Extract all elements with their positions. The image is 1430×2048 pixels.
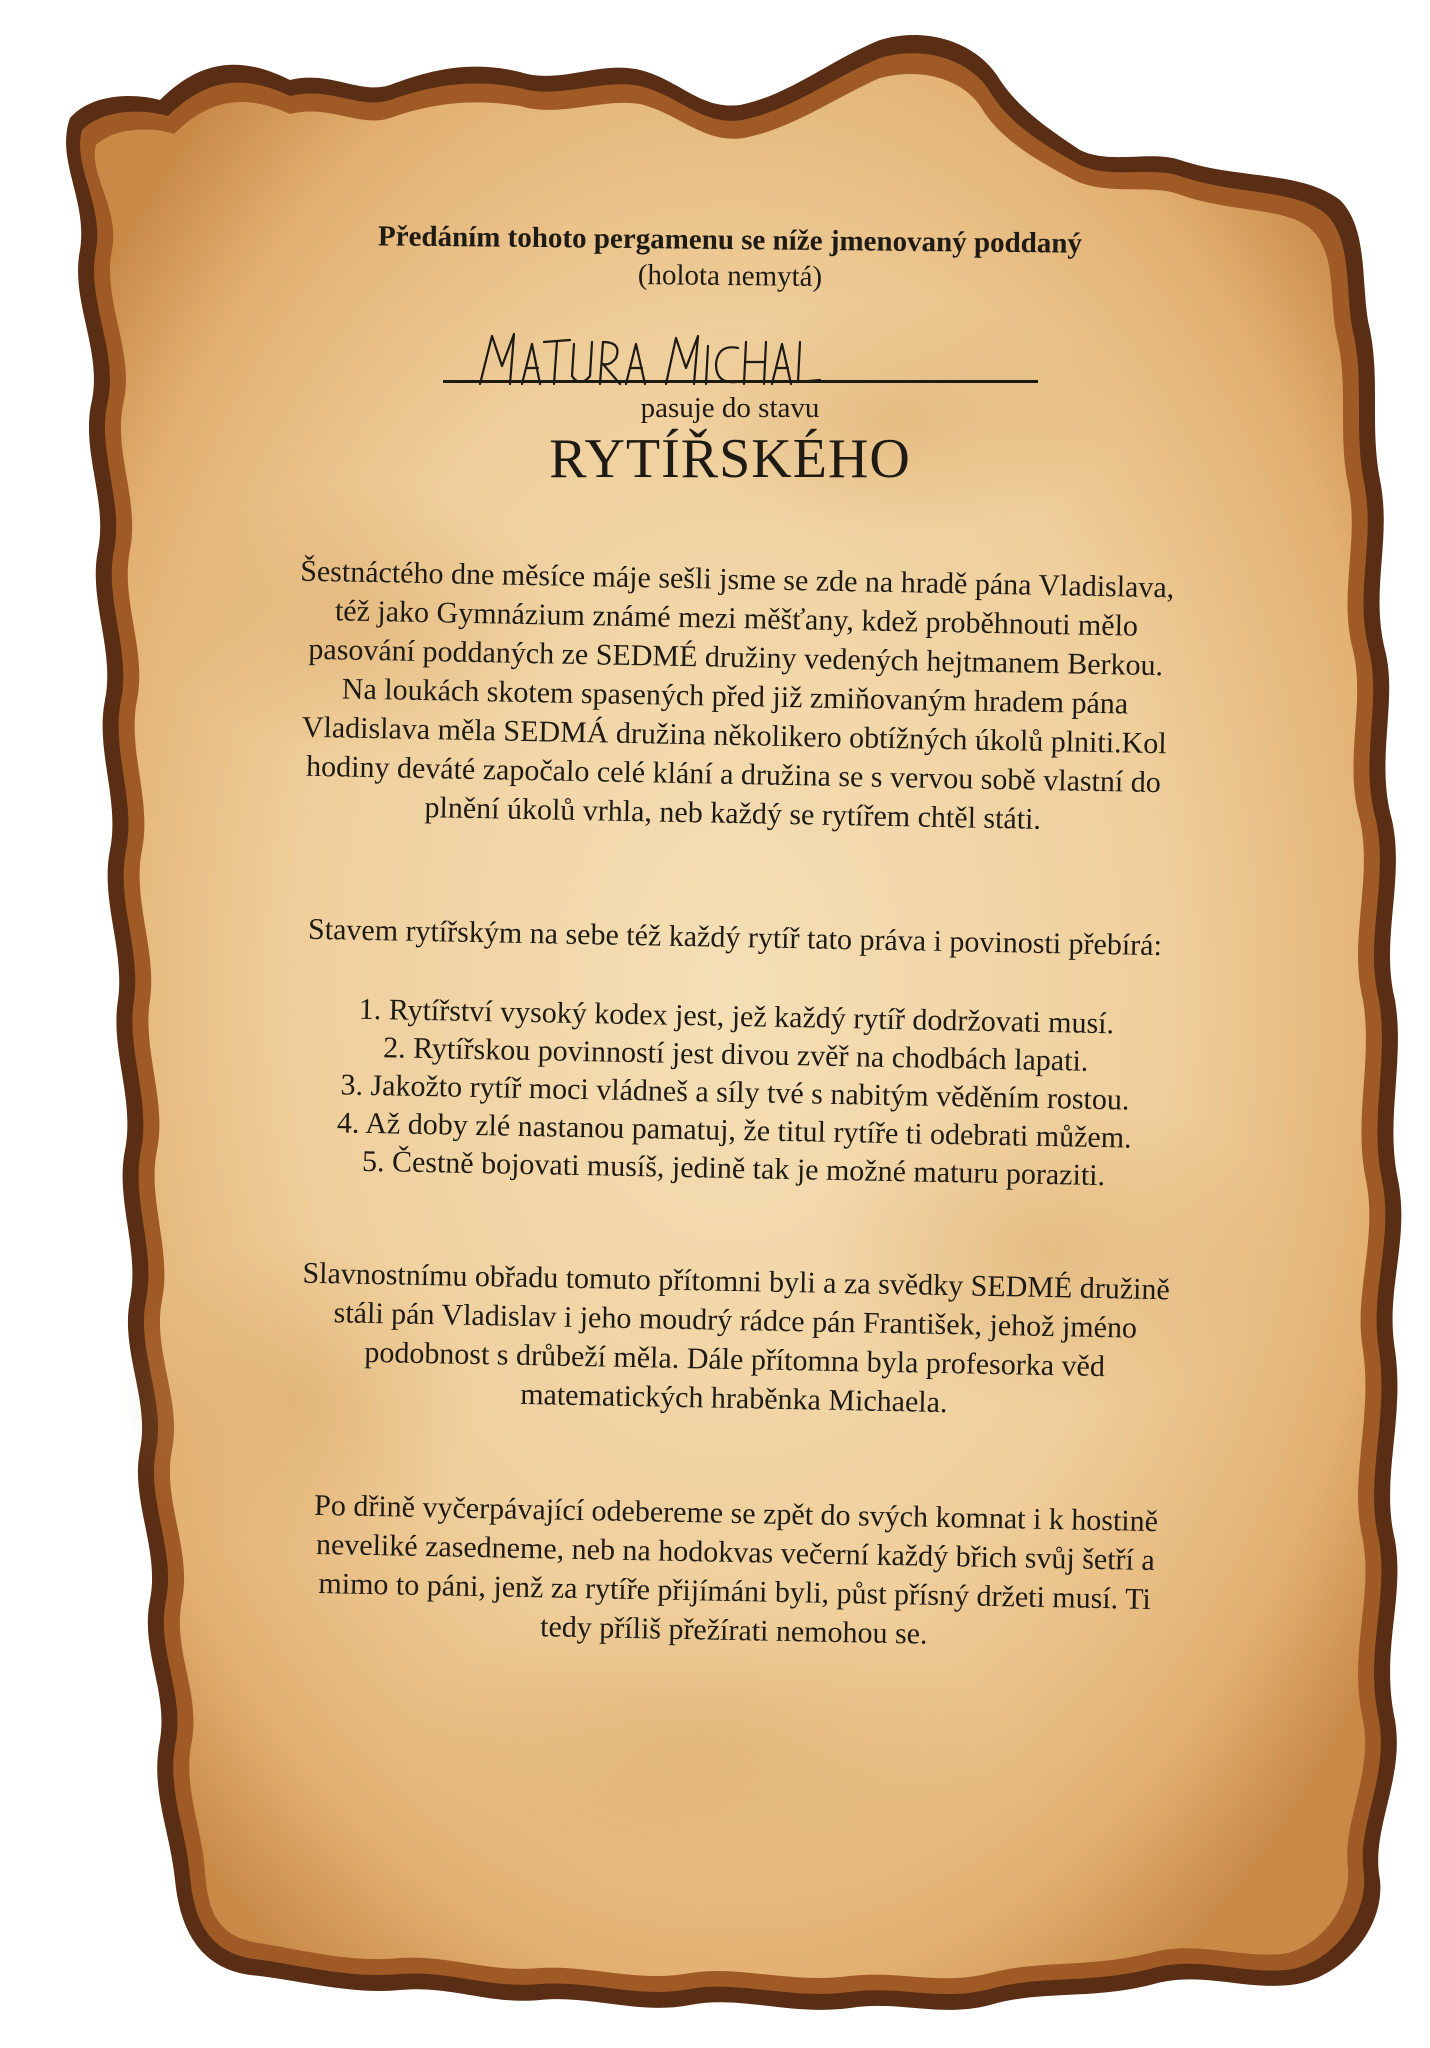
paragraph-line: Vladislava měla SEDMÁ družina několikero obtížných úkolů plniti.Kol <box>301 710 1167 761</box>
paragraph-line: pasování poddaných ze SEDMÉ družiny vedených hejtmanem Berkou. <box>308 632 1164 683</box>
paragraph-line: matematických hraběnka Michaela. <box>519 1377 948 1420</box>
paragraph-line: Po dřině vyčerpávající odebereme se zpět do svých komnat i k hostině <box>313 1488 1159 1539</box>
paragraph-line: též jako Gymnázium známé mezi měšťany, kdež proběhnouti mělo <box>334 594 1139 643</box>
certificate-heading: Předáním tohoto pergamenu se níže jmenovaný poddaný <box>377 220 1083 260</box>
name-underline <box>443 380 1038 383</box>
paragraph-feast <box>209 1484 1262 1660</box>
rule-item: 2. Rytířskou povinností jest divou zvěř na chodbách lapati. <box>382 1031 1089 1078</box>
paragraph-ceremony <box>207 550 1262 843</box>
paragraph-line: plnění úkolů vrhla, neb každý se rytířem chtěl státi. <box>424 791 1042 836</box>
paragraph-line: podobnost s drůbeží měla. Dále přítomna byla profesorka věd <box>364 1335 1106 1384</box>
rule-item: 1. Rytířství vysoký kodex jest, jež každý rytíř dodržovati musí. <box>358 992 1115 1041</box>
paragraph-line: Slavnostnímu obřadu tomuto přítomni byli a za svědky SEDMÉ družině <box>302 1256 1171 1307</box>
rule-item: 5. Čestně bojovati musíš, jedině tak je možné maturu poraziti. <box>361 1144 1106 1193</box>
pasuje-text: pasuje do stavu <box>640 392 820 424</box>
paragraph-line: Na loukách skotem spasených před již zmiňovaným hradem pána <box>341 672 1129 721</box>
certificate-title: RYTÍŘSKÉHO <box>549 428 911 490</box>
paragraph-line: hodiny deváté započalo celé klání a družina se s vervou sobě vlastní do <box>305 749 1162 800</box>
paragraph-line: stáli pán Vladislav i jeho moudrý rádce pán František, jehož jméno <box>333 1296 1138 1345</box>
paragraph-line: tedy příliš přežírati nemohou se. <box>539 1610 928 1651</box>
paragraph-line: mimo to páni, jenž za rytíře přijímáni byli, půst přísný držeti musí. Ti <box>318 1567 1152 1616</box>
paragraph-line: Stavem rytířským na sebe též každý rytíř tato práva i povinosti přebírá: <box>307 912 1163 963</box>
rule-item: 4. Až doby zlé nastanou pamatuj, že titul rytíře ti odebrati můžem. <box>336 1106 1132 1155</box>
certificate-subheading: (holota nemytá) <box>637 259 823 293</box>
paragraph-rights-intro <box>210 908 1261 967</box>
paragraph-line: Šestnáctého dne měsíce máje sešli jsme se zde na hradě pána Vladislava, <box>299 554 1175 605</box>
paragraph-witnesses <box>209 1252 1262 1428</box>
rule-item: 3. Jakožto rytíř moci vládneš a síly tvé s nabitým věděním rostou. <box>340 1068 1130 1117</box>
rules-list <box>208 988 1261 1198</box>
paragraph-line: nevelik​é zasedneme, neb na hodokvas večerní každý břich svůj šetří a <box>315 1527 1156 1578</box>
